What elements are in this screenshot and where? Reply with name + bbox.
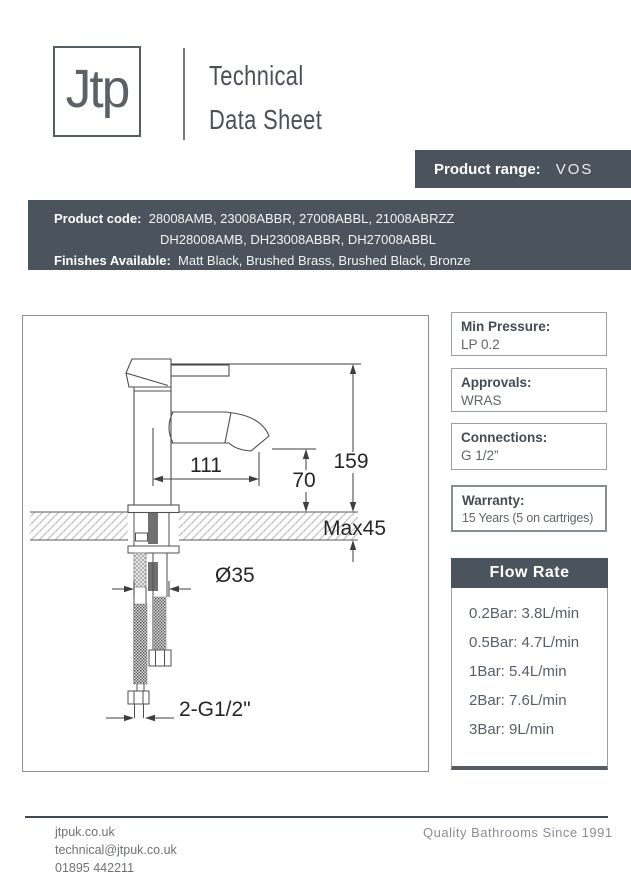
technical-drawing xyxy=(22,315,429,772)
product-code-label: Product code: xyxy=(54,211,142,226)
flow-rate-row: 0.2Bar: 3.8L/min xyxy=(469,605,580,622)
min-pressure-label: Min Pressure: xyxy=(461,319,551,334)
dim-label-max-deck-thickness: Max45 xyxy=(323,517,387,540)
footer-email: technical@jtpuk.co.uk xyxy=(55,843,177,857)
product-range-value: VOS xyxy=(555,160,594,178)
tap-base-flange xyxy=(128,505,179,513)
approvals-label: Approvals: xyxy=(461,375,532,390)
min-pressure-value: LP 0.2 xyxy=(461,337,500,352)
flexible-hose-left xyxy=(134,604,148,684)
finishes-line xyxy=(54,250,631,271)
product-codes-1: 28008AMB, 23008ABBR, 27008ABBL, 21008ABRZZ xyxy=(148,211,455,226)
connections-value: G 1/2” xyxy=(461,448,499,463)
footer-phone: 01895 442211 xyxy=(55,861,135,875)
approvals-value: WRAS xyxy=(461,393,502,408)
flow-rate-row: 3Bar: 9L/min xyxy=(469,721,555,738)
flow-rate-header: Flow Rate xyxy=(451,558,608,588)
footer-website: jtpuk.co.uk xyxy=(55,825,115,839)
connections-label: Connections: xyxy=(461,430,548,445)
spec-box-warranty xyxy=(451,485,607,532)
footer-divider xyxy=(25,816,608,818)
page-title xyxy=(209,54,354,142)
dim-label-hole-diameter: Ø35 xyxy=(215,564,255,587)
tap-lever-handle xyxy=(171,365,229,376)
product-range-label: Product range: xyxy=(434,160,541,178)
page-title-line1: Technical xyxy=(209,60,304,91)
product-code-line1 xyxy=(54,208,631,229)
warranty-value: 15 Years (5 on cartriges) xyxy=(462,511,594,525)
page-title-line2: Data Sheet xyxy=(209,104,323,135)
product-codes-2: DH28008AMB, DH23008ABBR, DH27008ABBL xyxy=(160,232,437,247)
spec-box-min-pressure xyxy=(451,312,607,356)
spec-box-approvals xyxy=(451,368,607,412)
header-divider xyxy=(183,48,185,140)
jtp-logo-text: Jtp xyxy=(65,58,129,119)
product-info-bar xyxy=(28,200,631,270)
flow-rate-row: 1Bar: 5.4L/min xyxy=(469,663,567,680)
flow-rate-row: 2Bar: 7.6L/min xyxy=(469,692,567,709)
fixing-hardware xyxy=(128,513,179,718)
flexible-hose-right xyxy=(153,597,167,649)
footer-contact-block xyxy=(55,823,177,877)
dim-label-spout-reach: 111 xyxy=(190,454,222,477)
spec-box-connections xyxy=(451,423,607,470)
flow-rate-table xyxy=(451,588,608,770)
dim-label-overall-height: 159 xyxy=(333,450,369,473)
footer-tagline: Quality Bathrooms Since 1991 xyxy=(423,825,613,840)
product-range-bar xyxy=(415,150,631,188)
flow-rate-row: 0.5Bar: 4.7L/min xyxy=(469,634,580,651)
warranty-label: Warranty: xyxy=(462,493,525,508)
countertop-deck xyxy=(30,512,358,540)
tap-body xyxy=(126,359,269,513)
dim-label-outlet-height: 70 xyxy=(292,469,316,492)
tap-drawing-svg xyxy=(23,316,428,771)
finishes-value: Matt Black, Brushed Brass, Brushed Black, Bronze xyxy=(178,253,471,268)
jtp-logo xyxy=(53,46,141,137)
dim-label-inlet-connection: 2-G1/2" xyxy=(179,698,251,721)
finishes-label: Finishes Available: xyxy=(54,253,171,268)
tap-spout xyxy=(171,412,269,451)
